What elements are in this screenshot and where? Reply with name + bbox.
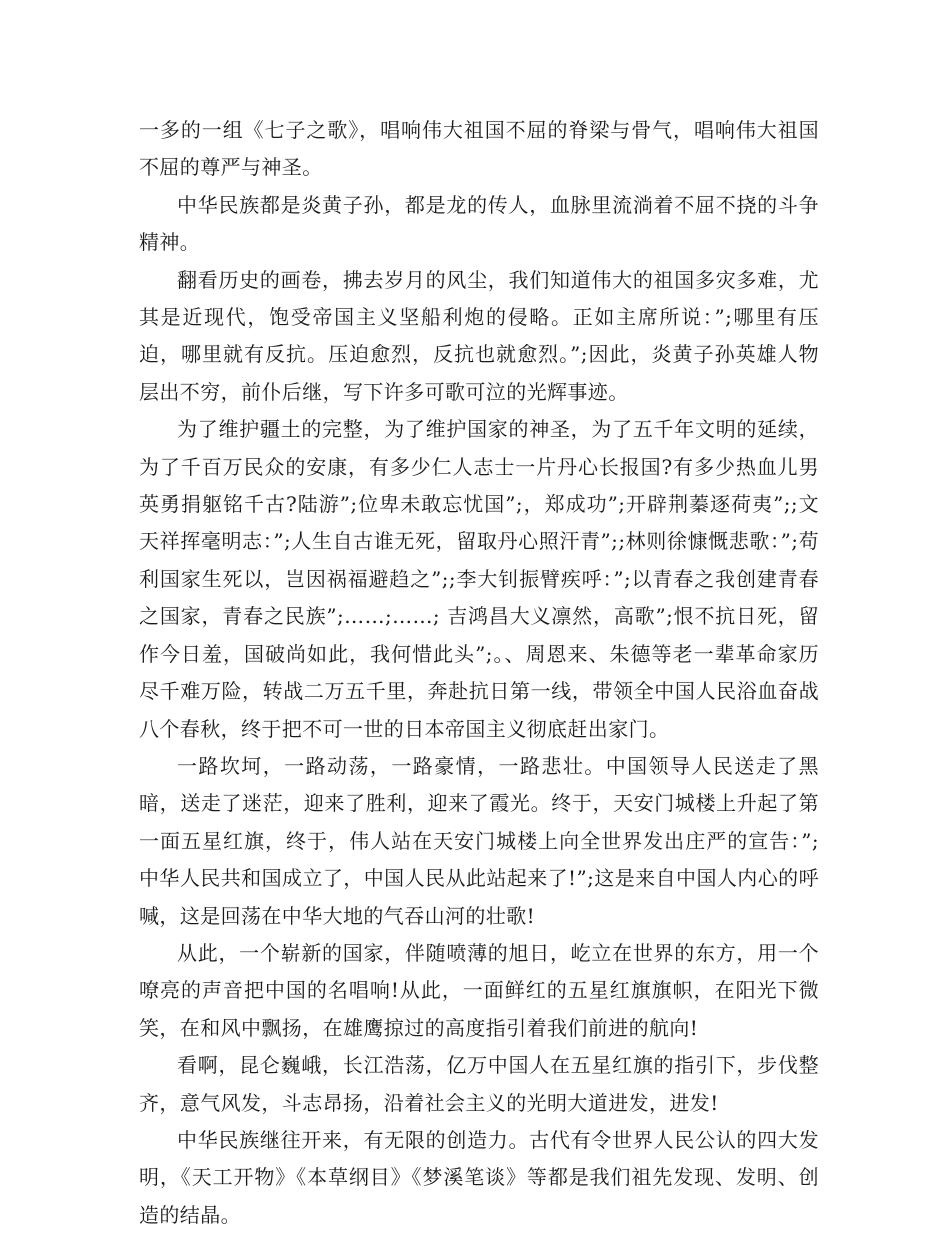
paragraph-5: 一路坎坷，一路动荡，一路豪情，一路悲壮。中国领导人民送走了黑暗，送走了迷茫，迎来了胜利，迎来了霞光。终于，天安门城楼上升起了第一面五星红旗，终于，伟人站在天安门城楼上向全世界发出庄严的宣告：”;中华人民共和国成立了，中国人民从此站起来了!”;这是来自中国人内心的呼喊，这是回荡在中华大地的气吞山河的壮歌! — [139, 753, 819, 928]
paragraph-8: 中华民族继往开来，有无限的创造力。古代有令世界人民公认的四大发明，《天工开物》《本草纲目》《梦溪笔谈》等都是我们祖先发现、发明、创造的结晶。 — [139, 1127, 819, 1227]
paragraph-4: 为了维护疆土的完整，为了维护国家的神圣，为了五千年文明的延续，为了千百万民众的安康，有多少仁人志士一片丹心长报国?有多少热血儿男英勇捐躯铭千古?陆游”;位卑未敢忘忧国”;，郑成功”;开辟荆蓁逐荷夷”;;文天祥挥毫明志：”;人生自古谁无死，留取丹心照汗青”;;林则徐慷慨悲歌：”;苟利国家生死以，岂因祸福避趋之”;;李大钊振臂疾呼：”;以青春之我创建青春之国家，青春之民族”;……;……; 吉鸿昌大义凛然，高歌”;恨不抗日死，留作今日羞，国破尚如此，我何惜此头”;。、周恩来、朱德等老一辈革命家历尽千难万险，转战二万五千里，奔赴抗日第一线，带领全中国人民浴血奋战八个春秋，终于把不可一世的日本帝国主义彻底赶出家门。 — [139, 417, 819, 741]
body-text — [139, 112, 819, 1234]
paragraph-6: 从此，一个崭新的国家，伴随喷薄的旭日，屹立在世界的东方，用一个嘹亮的声音把中国的名唱响!从此，一面鲜红的五星红旗旗帜，在阳光下微笑，在和风中飘扬，在雄鹰掠过的高度指引着我们前进的航向! — [139, 940, 819, 1040]
paragraph-2: 中华民族都是炎黄子孙，都是龙的传人，血脉里流淌着不屈不挠的斗争精神。 — [139, 192, 819, 255]
paragraph-7: 看啊，昆仑巍峨，长江浩荡，亿万中国人在五星红旗的指引下，步伐整齐，意气风发，斗志昂扬，沿着社会主义的光明大道进发，进发! — [139, 1053, 819, 1115]
paragraph-1: 一多的一组《七子之歌》，唱响伟大祖国不屈的脊梁与骨气，唱响伟大祖国不屈的尊严与神圣。 — [139, 118, 819, 180]
paragraph-3: 翻看历史的画卷，拂去岁月的风尘，我们知道伟大的祖国多灾多难，尤其是近现代，饱受帝国主义坚船利炮的侵略。正如主席所说：”;哪里有压迫，哪里就有反抗。压迫愈烈，反抗也就愈烈。”;因此，炎黄子孙英雄人物层出不穷，前仆后继，写下许多可歌可泣的光辉事迹。 — [139, 267, 819, 404]
